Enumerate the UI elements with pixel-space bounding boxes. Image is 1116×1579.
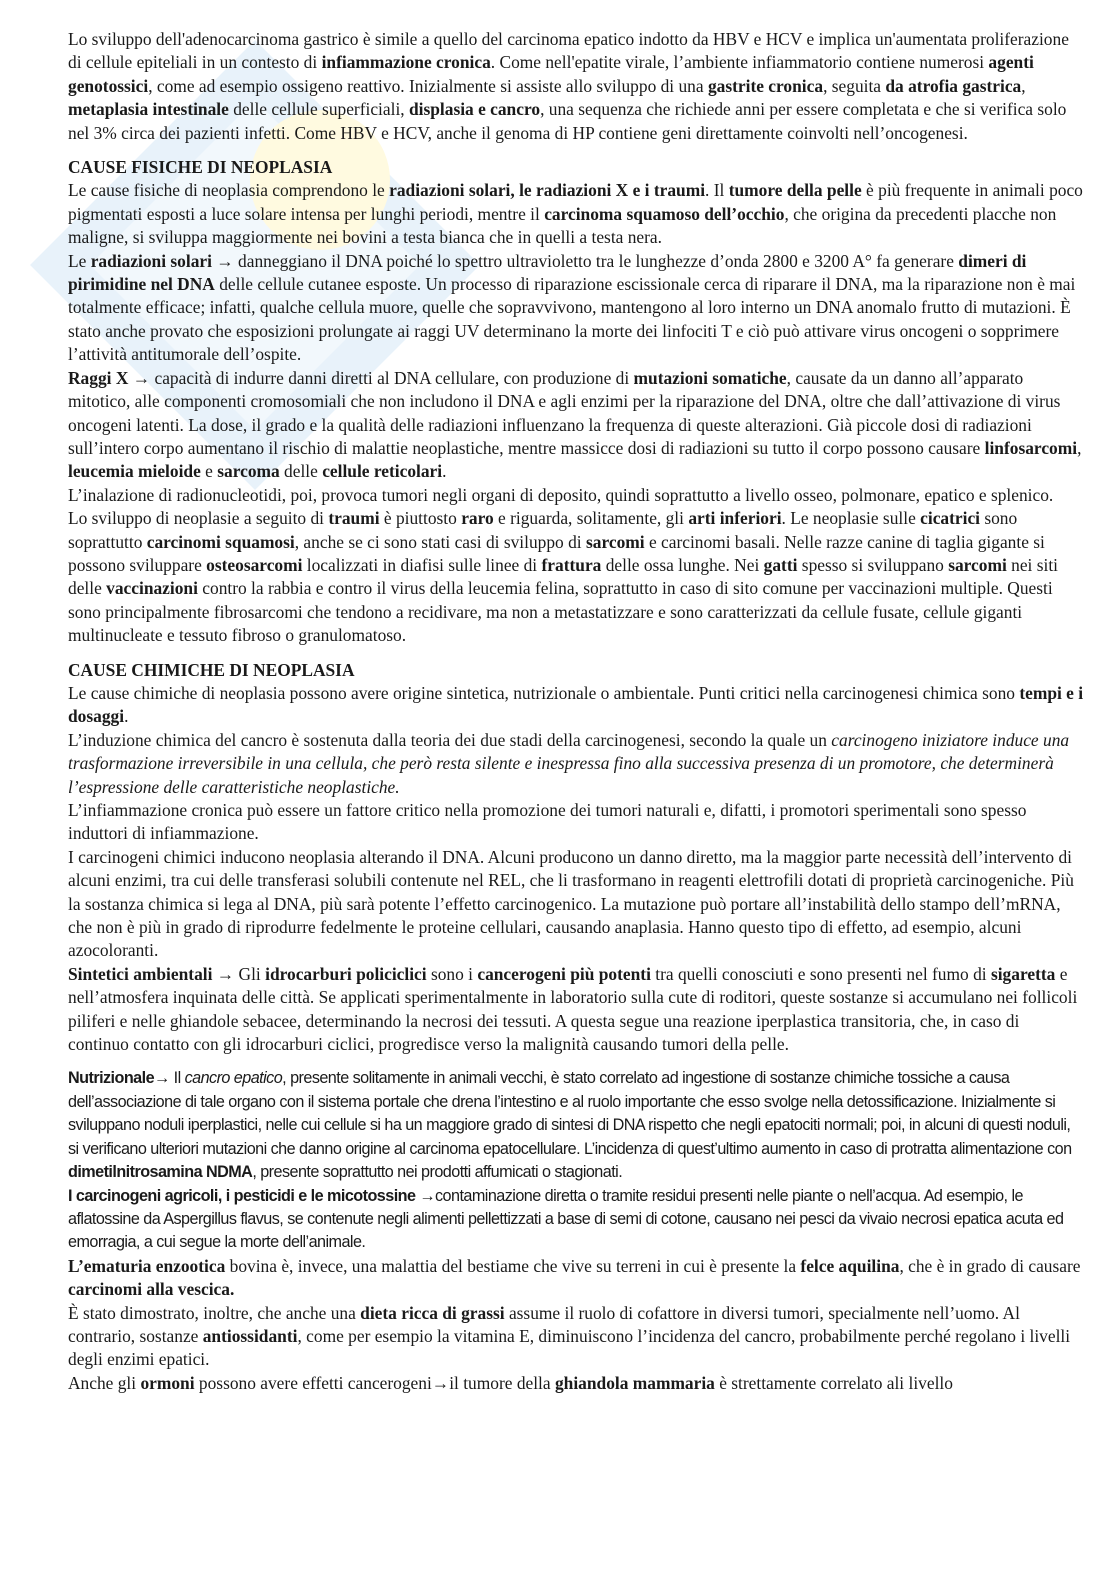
bold-text: osteosarcomi	[206, 554, 303, 575]
bold-text: carcinoma squamoso dell’occhio	[544, 203, 785, 224]
bold-text: sigaretta	[990, 963, 1056, 984]
text-run: tra quelli conosciuti e sono presenti nel fumo di	[650, 963, 991, 984]
paragraph	[68, 682, 1084, 729]
paragraph-spacer	[68, 1056, 1084, 1067]
bold-text: traumi	[328, 508, 380, 529]
paragraph	[68, 484, 1084, 507]
paragraph	[68, 1067, 1084, 1184]
paragraph	[68, 250, 1084, 367]
text-run: , che origina da precedenti placche non maligne, si sviluppa maggiormente nei bovini a testa bianca che in quelli a testa nera.	[68, 203, 1057, 248]
text-run: contaminazione diretta o tramite residui presenti nelle piante o nell’acqua. Ad esempio, le aflatossine da Aspergillus flavus, se contenute negli alimenti pellettizzati a base di semi di cotone, causano nei pesci da vivaio necrosi epatica acuta ed emorragia, a cui segue la morte dell’animale.	[68, 1186, 1064, 1252]
text-run: ,	[1021, 75, 1026, 96]
bold-text: tumore della pelle	[728, 180, 862, 201]
bold-text: L’ematuria enzootica	[68, 1255, 226, 1276]
paragraph	[68, 963, 1084, 1057]
paragraph	[68, 729, 1084, 799]
text-run: Le	[68, 250, 91, 271]
text-run: possono avere effetti cancerogeni→il tumore della	[194, 1372, 555, 1393]
bold-text: linfosarcomi	[984, 437, 1078, 458]
text-run: contro la rabbia e contro il virus della leucemia felina, soprattutto in caso di sito comune per vaccinazioni multiple. Questi sono principalmente fibrosarcomi che tendono a recidivare, ma non a metastatizzare e sono caratterizzati da cellule fusate, cellule giganti multinucleate e tessuto fibroso o granulomatoso.	[68, 578, 1053, 646]
bold-text: felce aquilina	[800, 1255, 900, 1276]
text-run: delle	[279, 461, 323, 482]
bold-text: idrocarburi policiclici	[265, 963, 427, 984]
bold-text: sarcomi	[948, 554, 1007, 575]
text-run: nei siti delle	[68, 554, 1059, 599]
document-page	[68, 28, 1084, 1395]
bold-text: cancerogeni più potenti	[477, 963, 651, 984]
paragraph	[68, 179, 1084, 249]
paragraph	[68, 1185, 1084, 1255]
text-run: Le cause chimiche di neoplasia possono avere origine sintetica, nutrizionale o ambientale. Punti critici nella carcinogenesi chimica sono	[68, 682, 1020, 703]
text-run: , una sequenza che richiede anni per essere completata e che si verifica solo nel 3% circa dei pazienti infetti. Come HBV e HCV, anche il genoma di HP contiene geni direttamente coinvolti nell’oncogenesi.	[68, 99, 1067, 143]
bold-text: frattura	[541, 554, 602, 575]
bold-text: radiazioni solari →	[90, 250, 239, 271]
text-run: L’infiammazione cronica può essere un fattore critico nella promozione dei tumori naturali e, difatti, i promotori sperimentali sono spesso induttori di infiammazione.	[68, 800, 1027, 844]
text-run: Il	[173, 1069, 185, 1088]
text-run: Gli	[238, 963, 266, 984]
bold-text: dieta ricca di grassi	[360, 1302, 505, 1323]
bold-text: carcinomi alla vescica.	[68, 1279, 235, 1300]
bold-text: ormoni	[140, 1372, 195, 1393]
bold-text: infiammazione cronica	[321, 52, 491, 73]
text-run: delle cellule superficiali,	[228, 99, 409, 120]
text-run: Le cause fisiche di neoplasia comprendono le	[68, 180, 390, 201]
bold-text: sarcomi	[585, 531, 645, 552]
bold-text: Nutrizionale→	[68, 1069, 174, 1088]
paragraph-spacer	[68, 648, 1084, 659]
paragraph	[68, 507, 1084, 647]
text-run: L’inalazione di radionucleotidi, poi, provoca tumori negli organi di deposito, quindi soprattutto a livello osseo, polmonare, epatico e splenico.	[68, 484, 1054, 505]
text-run: bovina è, invece, una malattia del bestiame che vive su terreni in cui è presente la	[225, 1255, 801, 1276]
bold-text: vaccinazioni	[106, 578, 198, 599]
bold-text: carcinomi squamosi	[146, 531, 295, 552]
bold-text: da atrofia gastrica	[885, 75, 1022, 96]
text-run: ,	[1077, 437, 1082, 458]
text-run: localizzati in diafisi sulle linee di	[302, 554, 542, 575]
paragraph	[68, 28, 1084, 145]
text-run: e carcinomi basali. Nelle razze canine di taglia gigante si possono sviluppare	[68, 531, 1045, 575]
bold-text: dimetilnitrosamina NDMA	[68, 1163, 253, 1182]
italic-text: carcinogeno iniziatore induce una trasformazione irreversibile in una cellula, che però resta silente e inespressa fino alla successiva presenza di un promotore, che determinerà l’espressione delle caratteristiche neoplastiche.	[68, 729, 1070, 797]
text-run: . Il	[705, 180, 729, 201]
text-run: I carcinogeni chimici inducono neoplasia alterando il DNA. Alcuni producono un danno diretto, ma la maggior parte necessità dell’intervento di alcuni enzimi, tra cui delle transferasi solubili contenute nel REL, che li trasformano in reagenti elettrofili dotati di proprietà carcinogeniche. Più la sostanza chimica si lega al DNA, più sarà potente l’effetto carcinogenico. La mutazione può portare all’instabilità dello stampo dell’mRNA, che non è più in grado di riprodurre fedelmente le proteine cellulari, causando anaplasia. Hanno questo tipo di effetto, ad esempio, alcuni azocoloranti.	[68, 846, 1074, 961]
text-run: e	[200, 461, 218, 482]
bold-text: leucemia mieloide	[68, 461, 201, 482]
text-run: delle cellule cutanee esposte. Un processo di riparazione escissionale cerca di riparare il DNA, ma la riparazione non è mai totalmente efficace; infatti, qualche cellula muore, quelle che sopravvivono, mantengono al loro interno un DNA anomalo frutto di mutazioni. È stato anche provato che esposizioni prolungate ai raggi UV determinano la morte dei linfociti T e ciò può attivare virus oncogeni o sopprimere l’attività antitumorale dell’ospite.	[68, 274, 1076, 365]
bold-text: antiossidanti	[202, 1325, 298, 1346]
paragraph	[68, 799, 1084, 846]
paragraph	[68, 1255, 1084, 1302]
bold-text: cellule reticolari	[322, 461, 443, 482]
text-run: spesso si sviluppano	[797, 554, 949, 575]
bold-text: radiazioni solari, le radiazioni X e i traumi	[389, 180, 706, 201]
text-run: sono soprattutto	[68, 508, 1018, 552]
text-run: Lo sviluppo dell'adenocarcinoma gastrico è simile a quello del carcinoma epatico indotto da HBV e HCV e implica un'aumentata proliferazione di cellule epiteliali in un contesto di	[68, 29, 1069, 73]
bold-text: I carcinogeni agricoli, i pesticidi e le micotossine →	[68, 1186, 436, 1205]
text-run: sono i	[426, 963, 478, 984]
text-run: è più frequente in animali poco pigmentati esposti a luce solare intensa per lunghi periodi, mentre il	[68, 180, 1083, 224]
bold-text: Raggi X →	[68, 367, 155, 388]
text-run: Anche gli	[68, 1372, 141, 1393]
bold-text: metaplasia intestinale	[68, 99, 229, 120]
text-run: CAUSE FISICHE DI NEOPLASIA	[68, 157, 333, 178]
bold-text: ghiandola mammaria	[554, 1372, 715, 1393]
text-run: , presente soprattutto nei prodotti affumicati o stagionati.	[252, 1163, 623, 1182]
text-run: capacità di indurre danni diretti al DNA cellulare, con produzione di	[154, 367, 634, 388]
italic-text: cancro epatico	[184, 1069, 283, 1088]
text-run: , presente solitamente in animali vecchi, è stato correlato ad ingestione di sostanze chimiche tossiche a causa dell’associazione di tale organo con il sistema portale che drena l’intestino e al ruolo importante che esso svolge nella detossificazione. Inizialmente si sviluppano noduli iperplastici, nelle cui cellule si ha un maggiore grado di sintesi di DNA rispetto che negli epatociti normali; poi, in alcuni di questi noduli, si verificano ulteriori mutazioni che danno origine al carcinoma epatocellulare. L’incidenza di quest’ultimo aumento in caso di protratta alimentazione con	[68, 1069, 1072, 1158]
text-run: È stato dimostrato, inoltre, che anche una	[68, 1302, 361, 1323]
section-heading	[68, 156, 1084, 179]
bold-text: cicatrici	[920, 508, 980, 529]
bold-text: tempi e i dosaggi	[68, 682, 1084, 727]
text-run: , come ad esempio ossigeno reattivo. Inizialmente si assiste allo sviluppo di una	[148, 75, 708, 96]
text-run: . Come nell'epatite virale, l’ambiente infiammatorio contiene numerosi	[490, 52, 989, 73]
text-run: danneggiano il DNA poiché lo spettro ultravioletto tra le lunghezze d’onda 2800 e 3200 A° fa generare	[238, 250, 959, 271]
text-run: è strettamente correlato ali livello	[714, 1372, 953, 1393]
bold-text: sarcoma	[217, 461, 280, 482]
text-run: .	[124, 706, 129, 727]
paragraph	[68, 1302, 1084, 1372]
text-run: .	[442, 461, 447, 482]
bold-text: gatti	[763, 554, 798, 575]
text-run: . Le neoplasie sulle	[781, 508, 921, 529]
paragraph	[68, 846, 1084, 963]
paragraph-spacer	[68, 145, 1084, 156]
bold-text: raro	[461, 508, 494, 529]
bold-text: mutazioni somatiche	[633, 367, 787, 388]
text-run: , anche se ci sono stati casi di sviluppo di	[294, 531, 586, 552]
text-run: e riguarda, solitamente, gli	[493, 508, 689, 529]
section-heading	[68, 659, 1084, 682]
text-run: , seguita	[823, 75, 886, 96]
bold-text: dimeri di pirimidine nel DNA	[68, 250, 1027, 295]
bold-text: Sintetici ambientali →	[68, 963, 239, 984]
text-run: è piuttosto	[379, 508, 462, 529]
paragraph	[68, 1372, 1084, 1395]
bold-text: gastrite cronica	[707, 75, 824, 96]
text-run: e nell’atmosfera inquinata delle città. Se applicati sperimentalmente in laboratorio sulla cute di roditori, queste sostanze si accumulano nei follicoli piliferi e nelle ghiandole sebacee, determinando la necrosi dei tessuti. A questa segue una reazione iperplastica transitoria, che, in caso di continuo contatto con gli idrocarburi ciclici, progredisce verso la malignità causando tumori della pelle.	[68, 963, 1078, 1055]
text-run: , che è in grado di causare	[899, 1255, 1081, 1276]
text-run: , causate da un danno all’apparato mitotico, alle componenti cromosomiali che non includono il DNA e agli enzimi per la riparazione del DNA, oltre che dall’attivazione di virus oncogeni latenti. La dose, il grado e la qualità delle radiazioni influenzano la frequenza di queste alterazioni. Già piccole dosi di radiazioni sull’intero corpo aumentano il rischio di malattie neoplastiche, mentre massicce dosi di radiazioni su tutto il corpo possono causare	[68, 367, 1061, 458]
text-run: , come per esempio la vitamina E, diminuiscono l’incidenza del cancro, probabilmente perché regolano i livelli degli enzimi epatici.	[68, 1325, 1071, 1370]
bold-text: displasia e cancro	[408, 99, 541, 120]
text-run: delle ossa lunghe. Nei	[601, 554, 764, 575]
text-run: L’induzione chimica del cancro è sostenuta dalla teoria dei due stadi della carcinogenesi, secondo la quale un	[68, 729, 832, 750]
text-run: Lo sviluppo di neoplasie a seguito di	[68, 508, 329, 529]
text-run: assume il ruolo di cofattore in diversi tumori, specialmente nell’uomo. Al contrario, sostanze	[68, 1302, 1020, 1346]
bold-text: arti inferiori	[688, 508, 782, 529]
bold-text: agenti genotossici	[68, 52, 1034, 96]
text-run: CAUSE CHIMICHE DI NEOPLASIA	[68, 659, 355, 680]
paragraph	[68, 367, 1084, 484]
